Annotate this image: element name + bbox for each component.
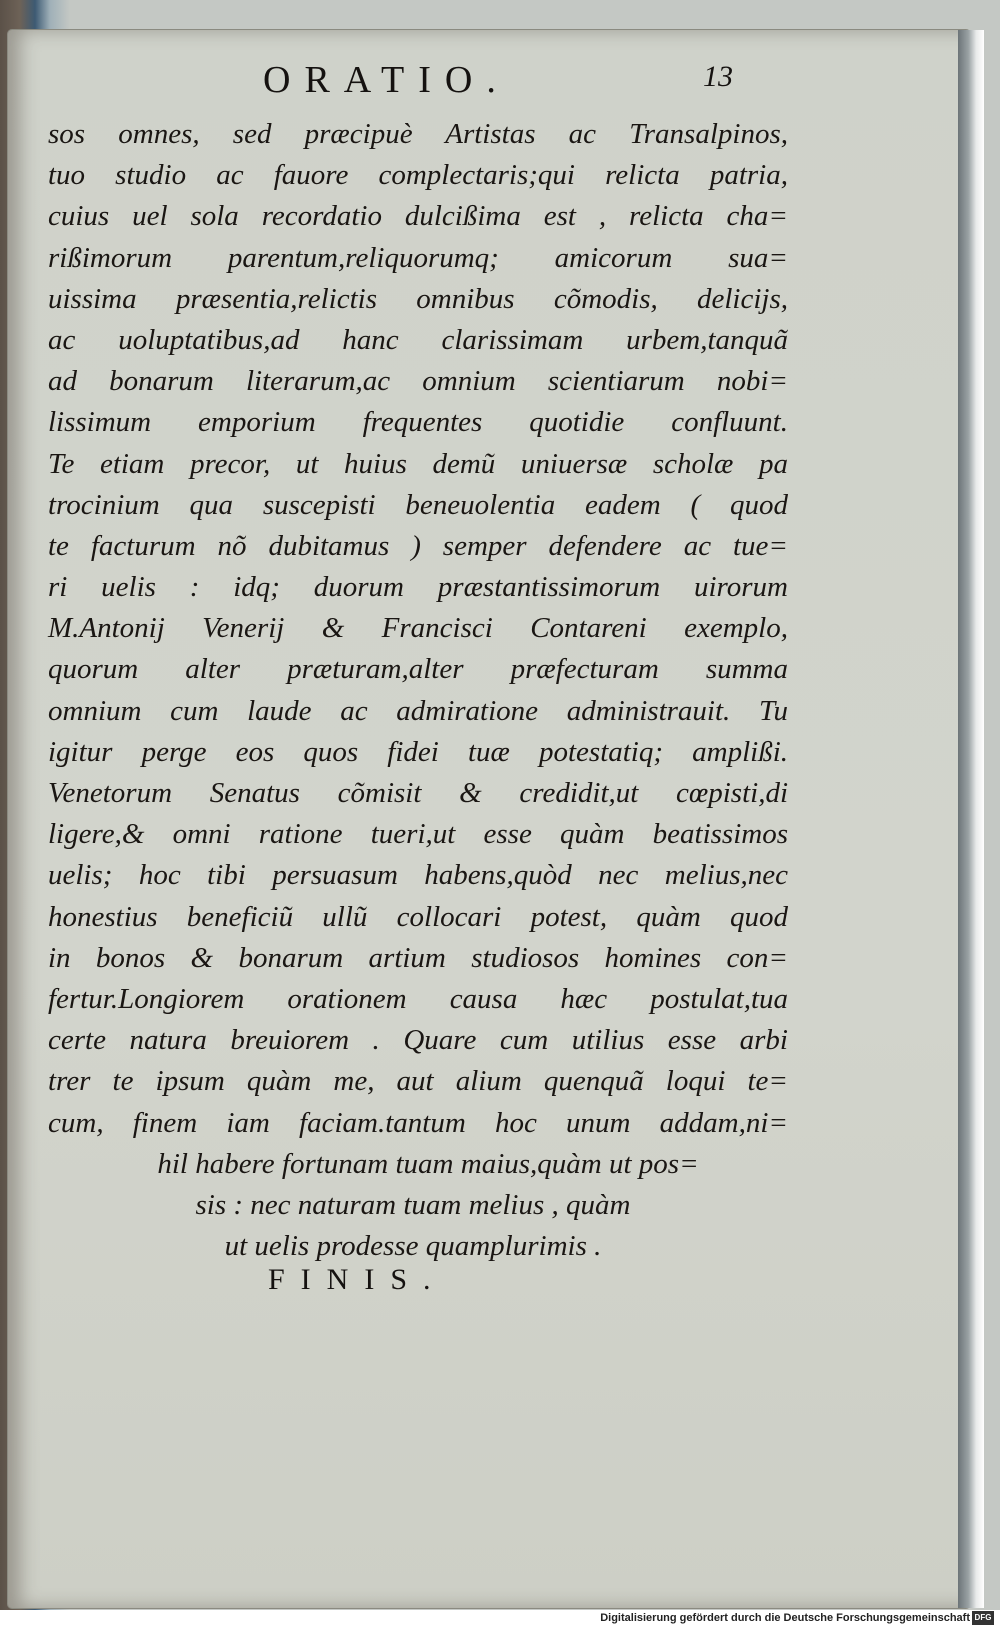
text-line: certe natura breuiorem . Quare cum utilius esse arbi (48, 1024, 788, 1057)
book-page (8, 30, 970, 1608)
text-line: quorum alter præturam,alter præfecturam summa (48, 653, 788, 686)
text-line: tuo studio ac fauore complectaris;qui relicta patria, (48, 159, 788, 192)
text-line: trocinium qua suscepisti beneuolentia eadem ( quod (48, 488, 788, 521)
text-line: uissima præsentia,relictis omnibus cõmodis, delicijs, (48, 282, 788, 315)
text-line: in bonos & bonarum artium studiosos homines con= (48, 941, 788, 974)
text-line: uelis; hoc tibi persuasum habens,quòd nec melius,nec (48, 859, 788, 892)
text-line: cuius uel sola recordatio dulcißima est , relicta cha= (48, 200, 788, 233)
text-line: lissimum emporium frequentes quotidie confluunt. (48, 406, 788, 439)
text-line: rißimorum parentum,reliquorumq; amicorum sua= (48, 241, 788, 274)
digitization-credit: Digitalisierung gefördert durch die Deutsche Forschungsgemeinschaft (600, 1612, 970, 1624)
text-line: sis : nec naturam tuam melius , quàm (195, 1188, 631, 1221)
text-line: ri uelis : idq; duorum præstantissimorum uirorum (48, 571, 788, 604)
page-number: 13 (703, 60, 733, 93)
dfg-logo-icon: DFG (972, 1611, 994, 1625)
text-line: fertur.Longiorem orationem causa hæc postulat,tua (48, 982, 788, 1015)
text-line: honestius beneficiũ ullũ collocari potest, quàm quod (48, 900, 788, 933)
running-title: ORATIO. (263, 59, 510, 101)
text-line: ad bonarum literarum,ac omnium scientiarum nobi= (48, 365, 788, 398)
body-text (48, 114, 788, 1267)
text-line: hil habere fortunam tuam maius,quàm ut pos= (157, 1147, 699, 1180)
text-line: te facturum nõ dubitamus ) semper defendere ac tue= (48, 529, 788, 562)
text-line: omnium cum laude ac admiratione administrauit. Tu (48, 694, 788, 727)
text-line: M.Antonij Venerij & Francisci Contareni exemplo, (48, 612, 788, 645)
page-header (48, 58, 788, 108)
text-line: ligere,& omni ratione tueri,ut esse quàm beatissimos (48, 818, 788, 851)
text-line: trer te ipsum quàm me, aut alium quenquã loqui te= (48, 1065, 788, 1098)
text-line: ut uelis prodesse quamplurimis . (224, 1230, 602, 1263)
text-line: sos omnes, sed præcipuè Artistas ac Transalpinos, (48, 118, 788, 150)
text-line: igitur perge eos quos fidei tuæ potestatiq; amplißi. (48, 735, 788, 768)
closing-word: FINIS. (268, 1263, 447, 1296)
text-line: Te etiam precor, ut huius demũ uniuersæ scholæ pa (48, 447, 788, 480)
text-line: cum, finem iam faciam.tantum hoc unum addam,ni= (48, 1106, 788, 1139)
text-line: ac uoluptatibus,ad hanc clarissimam urbem,tanquã (48, 323, 788, 356)
text-line: Venetorum Senatus cõmisit & credidit,ut cœpisti,di (48, 777, 788, 809)
